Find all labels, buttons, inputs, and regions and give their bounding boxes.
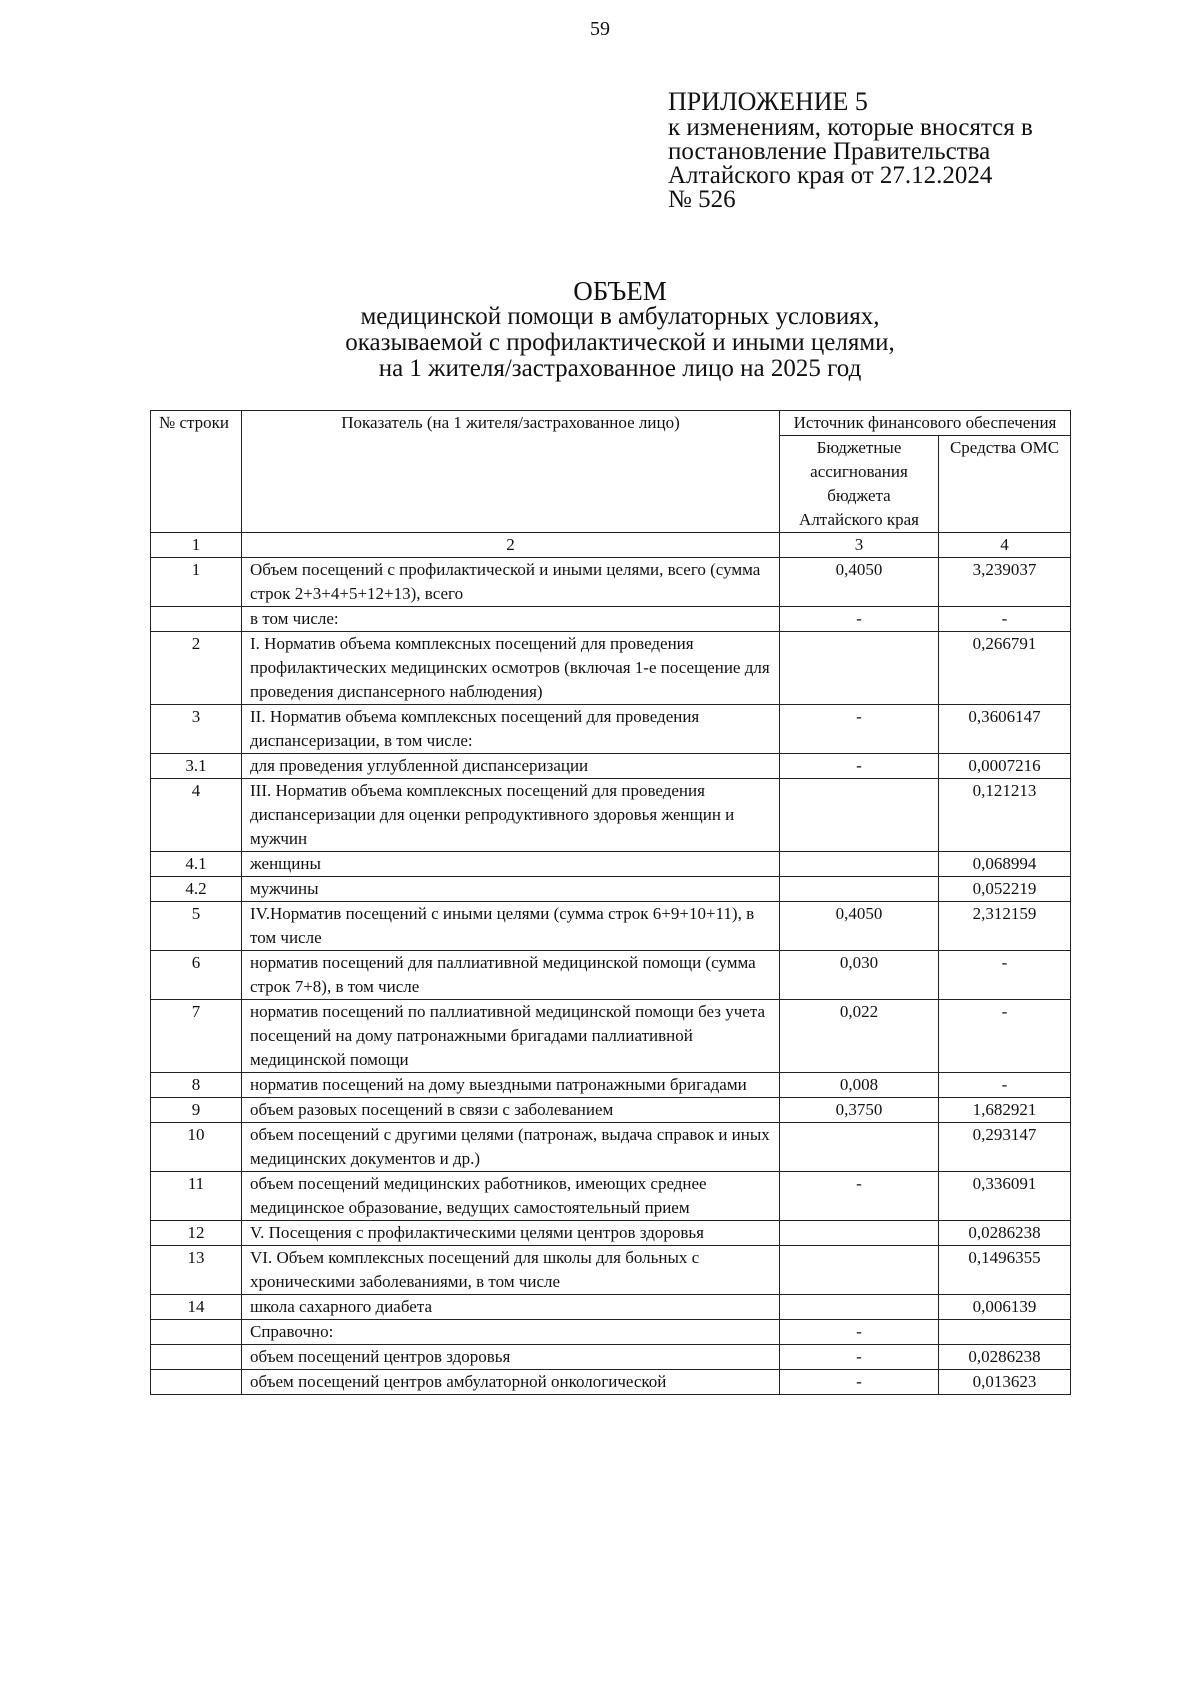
oms-value-cell: 0,0286238: [939, 1345, 1071, 1370]
indicator-cell: VI. Объем комплексных посещений для школы для больных с хроническими заболеваниями, в том числе: [242, 1246, 780, 1295]
header-indicator: Показатель (на 1 жителя/застрахованное лицо): [242, 411, 780, 533]
table-row: [151, 1345, 1071, 1370]
oms-value-cell: 0,052219: [939, 877, 1071, 902]
table-row: [151, 1172, 1071, 1221]
budget-value-cell: 0,4050: [780, 902, 939, 951]
indicator-cell: норматив посещений для паллиативной медицинской помощи (сумма строк 7+8), в том числе: [242, 951, 780, 1000]
appendix-title: ПРИЛОЖЕНИЕ 5: [668, 87, 868, 116]
table-row: [151, 1320, 1071, 1345]
budget-value-cell: 0,030: [780, 951, 939, 1000]
indicator-cell: V. Посещения с профилактическими целями центров здоровья: [242, 1221, 780, 1246]
budget-value-cell: 0,008: [780, 1073, 939, 1098]
budget-value-cell: -: [780, 754, 939, 779]
table-row: [151, 1246, 1071, 1295]
column-number: 4: [939, 533, 1071, 558]
oms-value-cell: 0,336091: [939, 1172, 1071, 1221]
indicator-cell: объем посещений медицинских работников, имеющих среднее медицинское образование, ведущих самостоятельный прием: [242, 1172, 780, 1221]
table-row: [151, 632, 1071, 705]
row-number-cell: 12: [151, 1221, 242, 1246]
oms-value-cell: 3,239037: [939, 558, 1071, 607]
row-number-cell: [151, 607, 242, 632]
table-row: [151, 951, 1071, 1000]
oms-value-cell: 0,006139: [939, 1295, 1071, 1320]
oms-value-cell: 0,266791: [939, 632, 1071, 705]
oms-value-cell: [939, 1320, 1071, 1345]
indicator-cell: норматив посещений на дому выездными патронажными бригадами: [242, 1073, 780, 1098]
indicator-cell: объем посещений центров здоровья: [242, 1345, 780, 1370]
row-number-cell: [151, 1345, 242, 1370]
row-number-cell: [151, 1370, 242, 1395]
oms-value-cell: -: [939, 1073, 1071, 1098]
indicator-cell: объем посещений с другими целями (патронаж, выдача справок и иных медицинских документов и др.): [242, 1123, 780, 1172]
row-number-cell: 6: [151, 951, 242, 1000]
table-row: [151, 607, 1071, 632]
indicator-cell: женщины: [242, 852, 780, 877]
budget-value-cell: 0,3750: [780, 1098, 939, 1123]
table-row: [151, 1098, 1071, 1123]
row-number-cell: 8: [151, 1073, 242, 1098]
indicator-cell: I. Норматив объема комплексных посещений для проведения профилактических медицинских осмотров (включая 1-е посещение для проведения диспансерного наблюдения): [242, 632, 780, 705]
budget-value-cell: [780, 877, 939, 902]
oms-value-cell: 0,013623: [939, 1370, 1071, 1395]
budget-value-cell: -: [780, 1370, 939, 1395]
table-row: [151, 1370, 1071, 1395]
budget-value-cell: 0,4050: [780, 558, 939, 607]
budget-value-cell: [780, 632, 939, 705]
budget-value-cell: [780, 1246, 939, 1295]
indicator-cell: IV.Норматив посещений с иными целями (сумма строк 6+9+10+11), в том числе: [242, 902, 780, 951]
header-oms: Средства ОМС: [939, 436, 1071, 533]
oms-value-cell: 0,068994: [939, 852, 1071, 877]
title-line: оказываемой с профилактической и иными целями,: [345, 329, 895, 356]
oms-value-cell: 0,0007216: [939, 754, 1071, 779]
row-number-cell: 14: [151, 1295, 242, 1320]
oms-value-cell: 0,0286238: [939, 1221, 1071, 1246]
table-row: [151, 754, 1071, 779]
budget-value-cell: -: [780, 1345, 939, 1370]
row-number-cell: 3: [151, 705, 242, 754]
appendix-block: [668, 87, 1128, 213]
row-number-cell: 7: [151, 1000, 242, 1073]
appendix-line: постановление Правительства: [668, 138, 991, 165]
row-number-cell: 13: [151, 1246, 242, 1295]
table-row: [151, 852, 1071, 877]
budget-value-cell: -: [780, 1172, 939, 1221]
table-row: [151, 1000, 1071, 1073]
oms-value-cell: -: [939, 1000, 1071, 1073]
indicator-cell: объем посещений центров амбулаторной онкологической: [242, 1370, 780, 1395]
column-number: 3: [780, 533, 939, 558]
oms-value-cell: 1,682921: [939, 1098, 1071, 1123]
row-number-cell: 2: [151, 632, 242, 705]
title-main: ОБЪЕМ: [573, 276, 667, 306]
table-row: [151, 877, 1071, 902]
row-number-cell: 4.2: [151, 877, 242, 902]
document-title: [290, 278, 950, 382]
column-number: 1: [151, 533, 242, 558]
table-row: [151, 1073, 1071, 1098]
volume-table: [150, 410, 1071, 1395]
budget-value-cell: [780, 1221, 939, 1246]
row-number-cell: 4: [151, 779, 242, 852]
row-number-cell: 10: [151, 1123, 242, 1172]
oms-value-cell: 0,121213: [939, 779, 1071, 852]
indicator-cell: II. Норматив объема комплексных посещений для проведения диспансеризации, в том числе:: [242, 705, 780, 754]
row-number-cell: 11: [151, 1172, 242, 1221]
table-row: [151, 1123, 1071, 1172]
row-number-cell: [151, 1320, 242, 1345]
page-number: 59: [590, 18, 610, 40]
oms-value-cell: -: [939, 607, 1071, 632]
indicator-cell: Объем посещений с профилактической и иными целями, всего (сумма строк 2+3+4+5+12+13), всего: [242, 558, 780, 607]
indicator-cell: Справочно:: [242, 1320, 780, 1345]
budget-value-cell: -: [780, 1320, 939, 1345]
indicator-cell: норматив посещений по паллиативной медицинской помощи без учета посещений на дому патронажными бригадами паллиативной медицинской помощи: [242, 1000, 780, 1073]
table-row: [151, 705, 1071, 754]
indicator-cell: объем разовых посещений в связи с заболеванием: [242, 1098, 780, 1123]
oms-value-cell: 0,1496355: [939, 1246, 1071, 1295]
budget-value-cell: -: [780, 705, 939, 754]
indicator-cell: в том числе:: [242, 607, 780, 632]
row-number-cell: 9: [151, 1098, 242, 1123]
table-row: [151, 1221, 1071, 1246]
budget-value-cell: [780, 1123, 939, 1172]
header-row-number: № строки: [151, 411, 242, 533]
title-line: на 1 жителя/застрахованное лицо на 2025 год: [378, 355, 862, 382]
oms-value-cell: 0,293147: [939, 1123, 1071, 1172]
table-row: [151, 902, 1071, 951]
budget-value-cell: [780, 1295, 939, 1320]
indicator-cell: школа сахарного диабета: [242, 1295, 780, 1320]
appendix-line: Алтайского края от 27.12.2024: [668, 162, 993, 189]
budget-value-cell: [780, 779, 939, 852]
table-row: [151, 558, 1071, 607]
row-number-cell: 3.1: [151, 754, 242, 779]
indicator-cell: для проведения углубленной диспансеризации: [242, 754, 780, 779]
budget-value-cell: 0,022: [780, 1000, 939, 1073]
header-budget: Бюджетные ассигнования бюджета Алтайского края: [780, 436, 939, 533]
row-number-cell: 1: [151, 558, 242, 607]
budget-value-cell: -: [780, 607, 939, 632]
appendix-line: к изменениям, которые вносятся в: [668, 114, 1033, 141]
row-number-cell: 4.1: [151, 852, 242, 877]
oms-value-cell: 0,3606147: [939, 705, 1071, 754]
table-body: [151, 558, 1071, 1395]
appendix-line: № 526: [668, 186, 736, 213]
row-number-cell: 5: [151, 902, 242, 951]
table-row: [151, 779, 1071, 852]
oms-value-cell: -: [939, 951, 1071, 1000]
title-line: медицинской помощи в амбулаторных условиях,: [360, 303, 880, 330]
indicator-cell: III. Норматив объема комплексных посещений для проведения диспансеризации для оценки репродуктивного здоровья женщин и мужчин: [242, 779, 780, 852]
indicator-cell: мужчины: [242, 877, 780, 902]
header-funding-source: Источник финансового обеспечения: [780, 411, 1071, 436]
oms-value-cell: 2,312159: [939, 902, 1071, 951]
table-row: [151, 1295, 1071, 1320]
column-number: 2: [242, 533, 780, 558]
budget-value-cell: [780, 852, 939, 877]
